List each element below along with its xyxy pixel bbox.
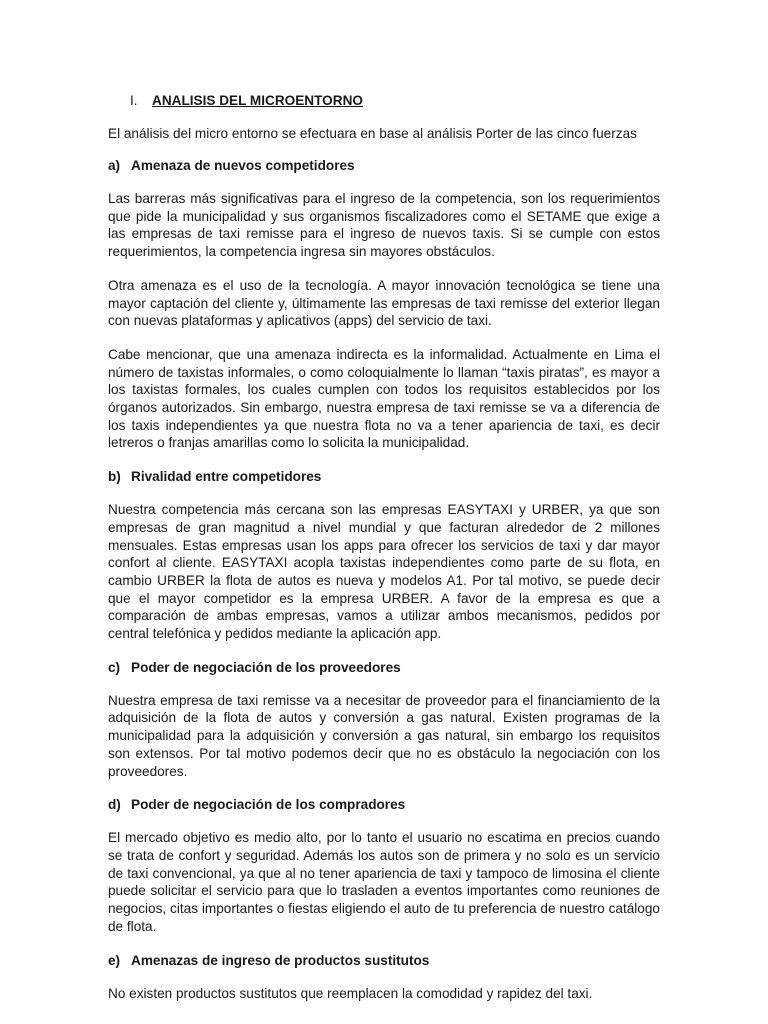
document-heading	[108, 92, 660, 109]
section-title-text: Amenazas de ingreso de productos sustitutos	[131, 952, 430, 968]
section-title-text: Amenaza de nuevos competidores	[131, 158, 355, 173]
section-letter: d)	[108, 797, 121, 813]
paragraph: Nuestra empresa de taxi remisse va a necesitar de proveedor para el financiamiento de la adquisición de la flota de autos y conversión a gas natural. Existen programas de la municipalidad para la adquisición y conversión a gas natural, sin embargo los requisitos son extensos. Por tal motivo podemos decir que no es obstáculo la negociación con los proveedores.	[108, 692, 660, 779]
section-title-a	[108, 157, 660, 174]
section-title-b	[108, 468, 660, 485]
section-title-text: Poder de negociación de los compradores	[131, 797, 406, 813]
section-title-text: Rivalidad entre competidores	[131, 469, 322, 485]
paragraph: El mercado objetivo es medio alto, por lo tanto el usuario no escatima en precios cuando se trata de confort y seguridad. Además los autos son de primera y no solo es un servicio de taxi convencional, ya que al no tener apariencia de taxi y tampoco de limosina el cliente puede solicitar el servicio para que lo trasladen a eventos importantes como reuniones de negocios, citas importantes o fiestas eligiendo el auto de tu preferencia de nuestro catálogo de flota.	[108, 830, 660, 934]
section-letter: b)	[108, 469, 121, 485]
document-page	[108, 92, 660, 1018]
section-letter: a)	[108, 158, 121, 173]
section-title-c	[108, 659, 660, 676]
paragraph: Las barreras más significativas para el ingreso de la competencia, son los requerimientos que pide la municipalidad y sus organismos fiscalizadores como el SETAME que exige a las empresas de taxi remisse para el ingreso de nuevos taxis. Si se cumple con estos requerimientos, la competencia ingresa sin mayores obstáculos.	[108, 191, 660, 260]
heading-number: I.	[130, 93, 138, 108]
section-title-text: Poder de negociación de los proveedores	[131, 659, 401, 675]
paragraph: Cabe mencionar, que una amenaza indirecta es la informalidad. Actualmente en Lima el número de taxistas informales, o como coloquialmente lo llaman “taxis piratas”, es mayor a los taxistas formales, los cuales cumplen con todos los requisitos establecidos por los órganos autorizados. Sin embargo, nuestra empresa de taxi remisse se va a diferencia de los taxis independientes ya que nuestra flota no va a tener apariencia de taxi, es decir letreros o franjas amarillas como lo solicita la municipalidad.	[108, 346, 660, 451]
section-letter: c)	[108, 659, 121, 675]
paragraph: No existen productos sustitutos que reemplacen la comodidad y rapidez del taxi.	[108, 985, 593, 1001]
section-title-d	[108, 796, 660, 813]
section-letter: e)	[108, 952, 121, 968]
heading-title: ANALISIS DEL MICROENTORNO	[152, 93, 363, 108]
section-title-e	[108, 952, 660, 969]
paragraph: Otra amenaza es el uso de la tecnología. A mayor innovación tecnológica se tiene una mayor captación del cliente y, últimamente las empresas de taxi remisse del exterior llegan con nuevas plataformas y aplicativos (apps) del servicio de taxi.	[108, 277, 660, 329]
intro-text: El análisis del micro entorno se efectuara en base al análisis Porter de las cinco fuerzas	[108, 126, 637, 141]
paragraph: Nuestra competencia más cercana son las empresas EASYTAXI y URBER, ya que son empresas de gran magnitud a nivel mundial y que facturan alrededor de 2 millones mensuales. Estas empresas usan los apps para ofrecer los servicios de taxi y dar mayor confort al cliente. EASYTAXI acopla taxistas independientes como parte de su flota, en cambio URBER la flota de autos es nueva y modelos A1. Por tal motivo, se puede decir que el mayor competidor es la empresa URBER. A favor de la empresa es que a comparación de ambas empresas, vamos a utilizar ambos mecanismos, pedidos por central telefónica y pedidos mediante la aplicación app.	[108, 502, 660, 642]
